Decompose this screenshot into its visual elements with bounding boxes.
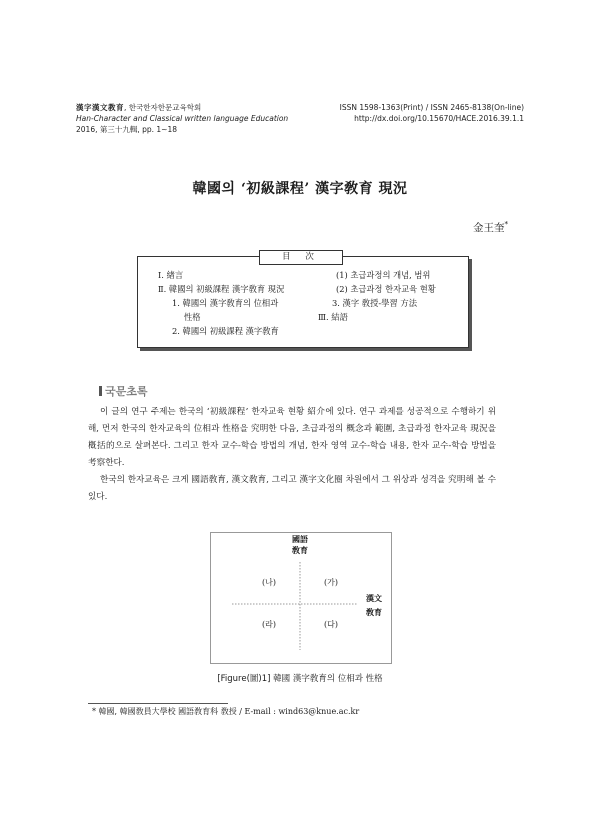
- quadrant-label-da: (다): [324, 620, 338, 629]
- toc-item[interactable]: Ⅰ. 緖言: [158, 270, 184, 280]
- toc-item[interactable]: 3. 漢字 敎授-學習 方法: [332, 298, 418, 308]
- toc-item[interactable]: 2. 韓國의 初級課程 漢字敎育: [172, 326, 279, 336]
- figure-right-label: 漢文 敎育: [366, 593, 382, 617]
- toc-right-column: [318, 268, 436, 324]
- toc-item[interactable]: 性格: [184, 312, 201, 322]
- abstract-body: [88, 404, 496, 506]
- volume-info: 2016, 第三十九輯, pp. 1~18: [76, 125, 178, 134]
- journal-logo: 漢字漢文教育: [76, 103, 124, 112]
- toc-left-column: [158, 268, 284, 338]
- toc-item[interactable]: (2) 초급과정 한자교육 현황: [336, 284, 436, 294]
- issn-info: [340, 102, 524, 124]
- toc-item[interactable]: Ⅲ. 結語: [318, 312, 348, 322]
- author-name: 金王奎: [473, 222, 505, 234]
- toc-item[interactable]: 1. 韓國의 漢字敎育의 位相과: [172, 298, 279, 308]
- author-footnote-mark: *: [504, 220, 508, 229]
- doi-link[interactable]: http://dx.doi.org/10.15670/HACE.2016.39.1.1: [354, 114, 524, 123]
- abstract-paragraph: 이 글의 연구 주제는 한국의 ‘初級課程’ 한자교육 현황 紹介에 있다. 연구 과제를 성공적으로 수행하기 위해, 먼저 한국의 한자교육의 位相과 性格을 究明한 다음, 초급과정의 概念과 範圍, 초급과정 한자교육 現況을 槪括的으로 살펴본다. 그리고 한자 교수-학습 방법의 개념, 한자 영역 교수-학습 내용, 한자 교수-학습 방법을 考察한다.: [88, 407, 496, 468]
- quadrant-label-ga: (가): [324, 578, 338, 587]
- abstract-paragraph: 한국의 한자교육은 크게 國語敎育, 漢文敎育, 그리고 漢字文化圈 차원에서 그 위상과 성격을 究明해 볼 수 있다.: [88, 475, 496, 502]
- figure-caption: [Figure(圖)1] 韓國 漢字敎育의 位相과 性格: [217, 674, 383, 684]
- author-footnote: * 韓國, 韓國敎員大學校 國語敎育科 敎授 / E-mail : wind63@knue.ac.kr: [92, 707, 360, 716]
- toc-heading: 目 次: [259, 250, 343, 265]
- author: [473, 220, 508, 235]
- quadrant-label-ra: (라): [262, 620, 276, 629]
- journal-english-title: Han-Character and Classical written language Education: [76, 114, 289, 123]
- figure-top-label: 國語 敎育: [292, 534, 308, 555]
- toc-item[interactable]: (1) 초급과정의 개념, 범위: [336, 270, 431, 280]
- footnote-divider: [88, 703, 228, 704]
- toc-item[interactable]: Ⅱ. 韓國의 初級課程 漢字敎育 現況: [158, 284, 285, 294]
- section-bar-icon: [99, 386, 102, 396]
- journal-info: 漢字漢文教育, 한국한자한문교육학회 Han-Character and Classical written language Education 2016, 第三十九輯, pp. 1~18: [76, 103, 289, 134]
- abstract-heading: 국문초록: [99, 383, 148, 399]
- paper-title: 韓國의 ‘初級課程’ 漢字敎育 現況: [192, 181, 408, 197]
- quadrant-label-na: (나): [262, 578, 276, 587]
- society-name: 한국한자한문교육학회: [128, 103, 202, 112]
- issn: ISSN 1598-1363(Print) / ISSN 2465-8138(On-line): [339, 103, 524, 112]
